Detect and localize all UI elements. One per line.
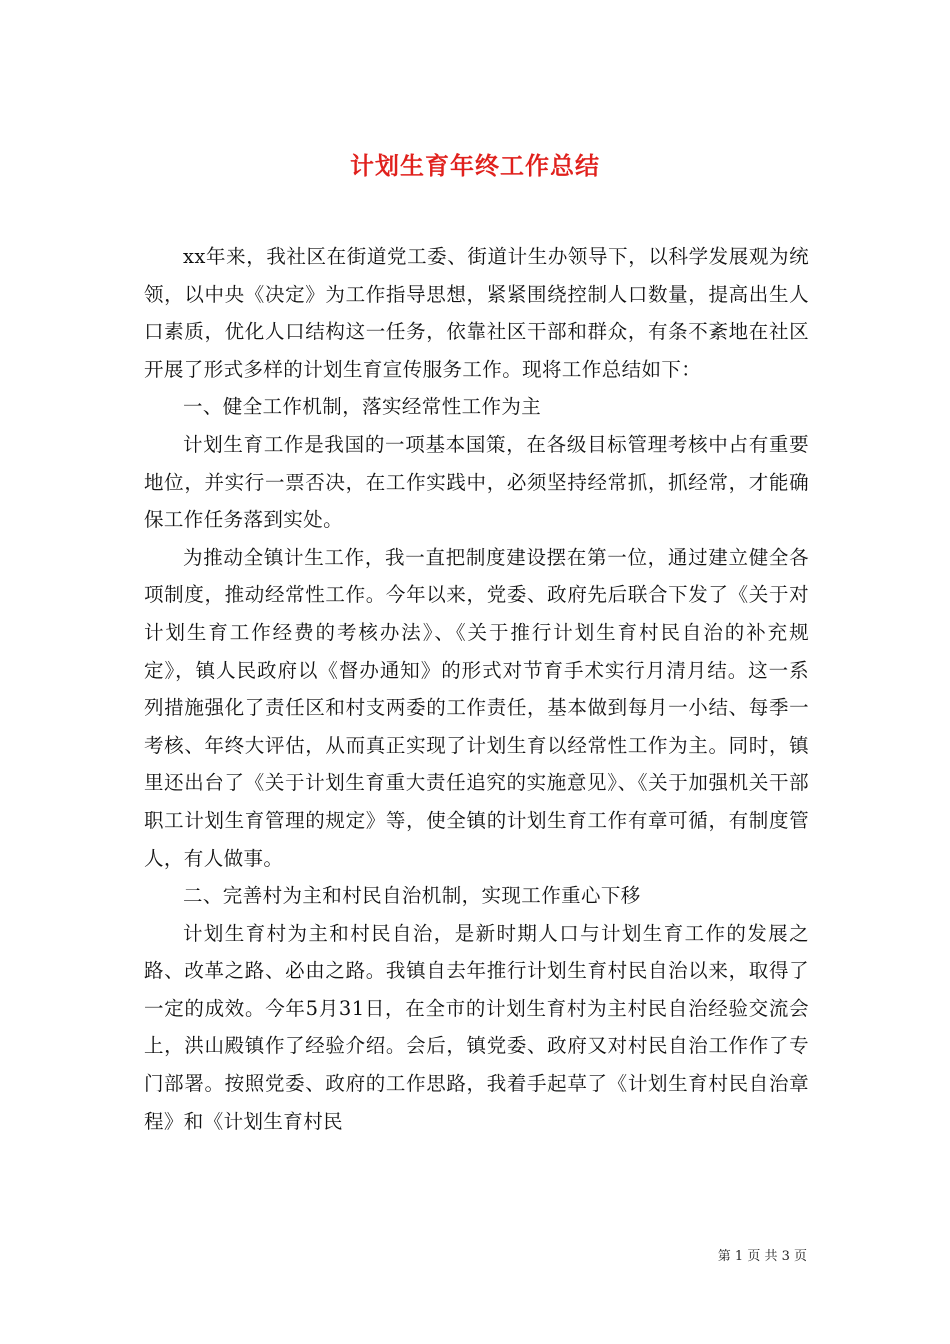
paragraph-section-2-a: 计划生育村为主和村民自治，是新时期人口与计划生育工作的发展之路、改革之路、必由之路。我镇自去年推行计划生育村民自治以来，取得了一定的成效。今年5月31日，在全市的计划生育村为主村民自治经验交流会上，洪山殿镇作了经验介绍。会后，镇党委、政府又对村民自治工作作了专门部署。按照党委、政府的工作思路，我着手起草了《计划生育村民自治章程》和《计划生育村民: [144, 921, 809, 1133]
paragraph-section-1-b: 为推动全镇计生工作，我一直把制度建设摆在第一位，通过建立健全各项制度，推动经常性工作。今年以来，党委、政府先后联合下发了《关于对计划生育工作经费的考核办法》、《关于推行计划生育村民自治的补充规定》，镇人民政府以《督办通知》的形式对节育手术实行月清月结。这一系列措施强化了责任区和村支两委的工作责任，基本做到每月一小结、每季一考核、年终大评估，从而真正实现了计划生育以经常性工作为主。同时，镇里还出台了《关于计划生育重大责任追究的实施意见》、《关于加强机关干部职工计划生育管理的规定》等，使全镇的计划生育工作有章可循，有制度管人，有人做事。: [144, 545, 809, 870]
document-body: [144, 238, 809, 1140]
paragraph-section-1-a: 计划生育工作是我国的一项基本国策，在各级目标管理考核中占有重要地位，并实行一票否决，在工作实践中，必须坚持经常抓，抓经常，才能确保工作任务落到实处。: [144, 432, 809, 532]
paragraph-intro: xx年来，我社区在街道党工委、街道计生办领导下，以科学发展观为统领，以中央《决定》为工作指导思想，紧紧围绕控制人口数量，提高出生人口素质，优化人口结构这一任务，依靠社区干部和群众，有条不紊地在社区开展了形式多样的计划生育宣传服务工作。现将工作总结如下：: [144, 245, 809, 381]
section-heading-2: 二、完善村为主和村民自治机制，实现工作重心下移: [183, 884, 641, 908]
section-heading-1: 一、健全工作机制，落实经常性工作为主: [183, 395, 542, 419]
document-title: 计划生育年终工作总结: [350, 152, 600, 181]
page-number: 第 1 页 共 3 页: [717, 1249, 807, 1264]
